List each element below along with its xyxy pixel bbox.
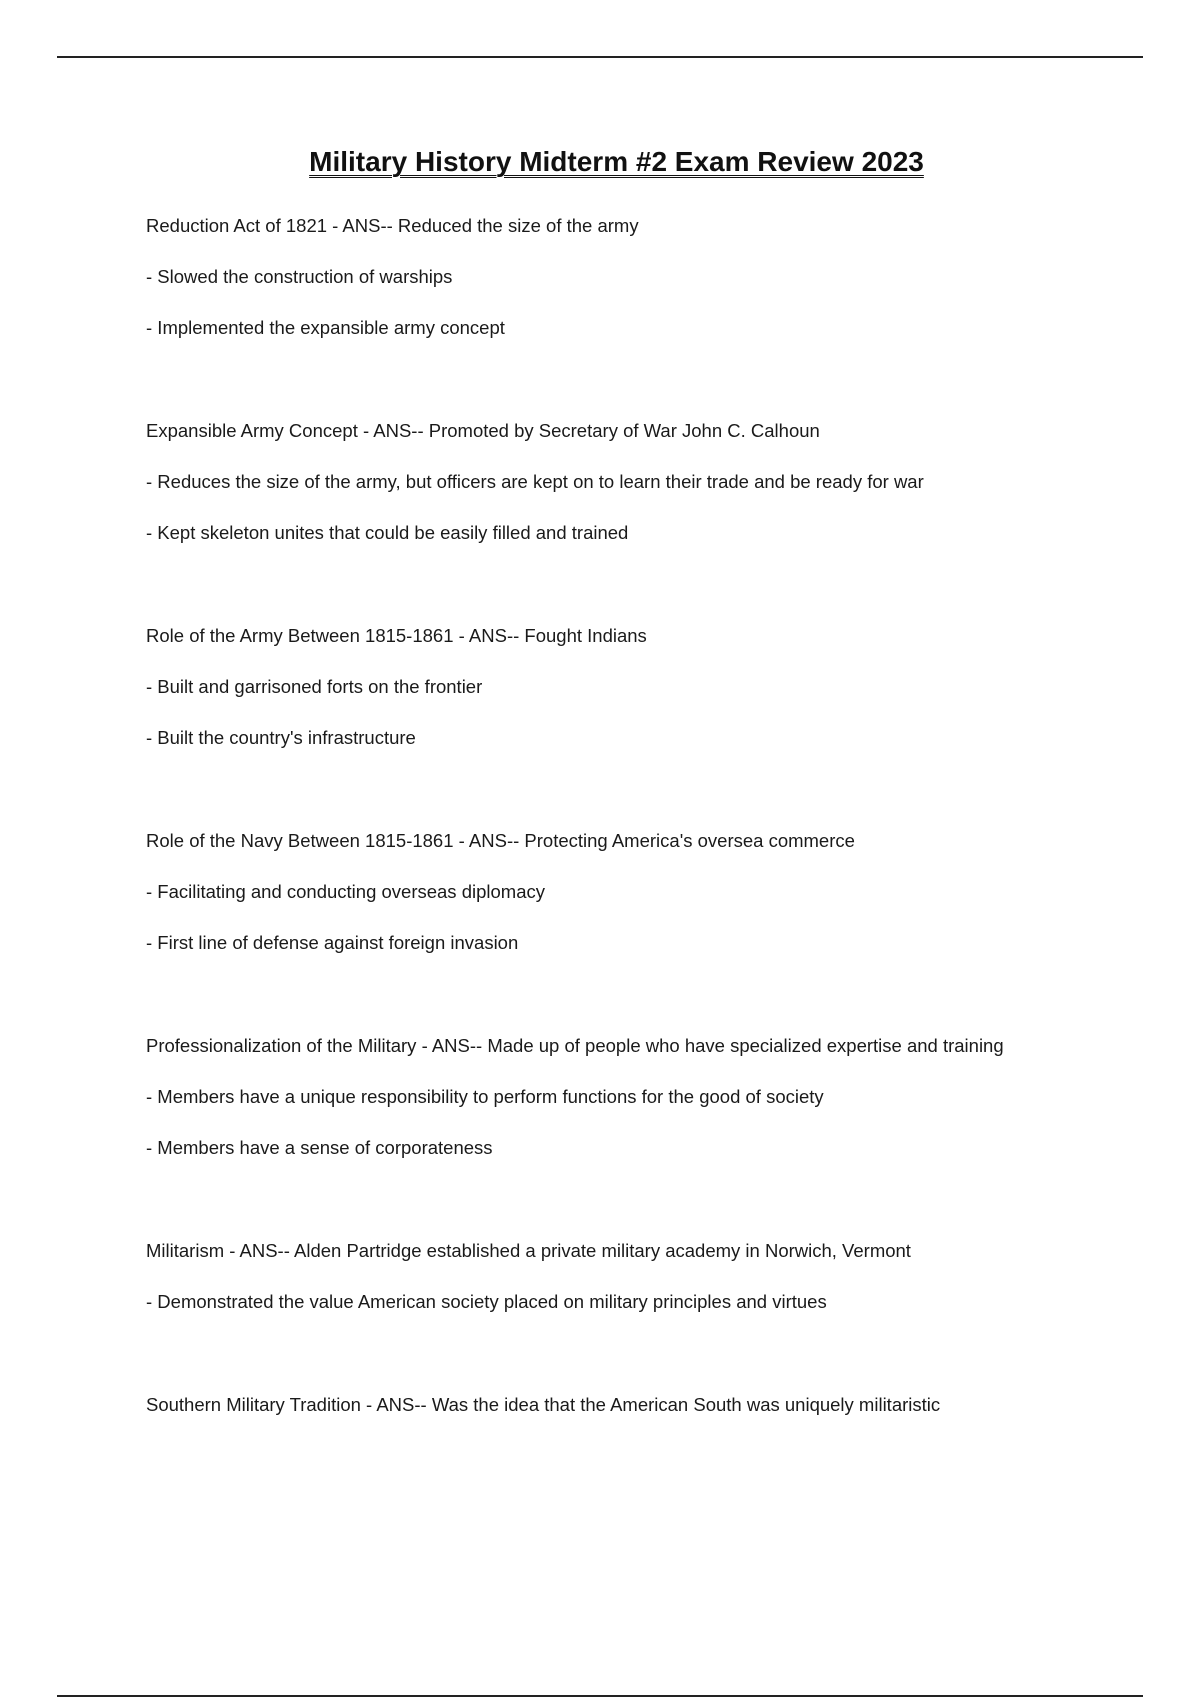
entry-detail: - First line of defense against foreign invasion <box>146 932 519 953</box>
entry-role-of-army <box>146 620 1046 754</box>
entry-detail: - Kept skeleton unites that could be easily filled and trained <box>146 522 629 543</box>
entry-detail: - Built the country's infrastructure <box>146 727 416 748</box>
entry-detail: - Members have a sense of corporateness <box>146 1137 493 1158</box>
page-title <box>0 146 1200 178</box>
entry-reduction-act <box>146 210 1046 344</box>
page-title-text: Military History Midterm #2 Exam Review 2023 <box>309 146 924 177</box>
entry-detail: - Facilitating and conducting overseas diplomacy <box>146 881 545 902</box>
entry-role-of-navy <box>146 825 1046 959</box>
entry-question: Role of the Navy Between 1815-1861 - ANS-- Protecting America's oversea commerce <box>146 830 855 851</box>
entry-professionalization <box>146 1030 1046 1164</box>
document-body <box>146 210 1046 1492</box>
entry-question: Militarism - ANS-- Alden Partridge established a private military academy in Norwich, Vermont <box>146 1240 911 1261</box>
entry-detail: - Implemented the expansible army concept <box>146 317 505 338</box>
top-rule <box>57 56 1143 58</box>
entry-question: Southern Military Tradition - ANS-- Was the idea that the American South was uniquely militaristic <box>146 1394 941 1415</box>
bottom-rule <box>57 1695 1143 1697</box>
entry-expansible-army <box>146 415 1046 549</box>
entry-southern-tradition <box>146 1389 1046 1421</box>
entry-detail: - Slowed the construction of warships <box>146 266 453 287</box>
entry-question: Role of the Army Between 1815-1861 - ANS-- Fought Indians <box>146 625 647 646</box>
entry-question: Professionalization of the Military - ANS-- Made up of people who have specialized expertise and training <box>146 1035 1004 1056</box>
entry-detail: - Members have a unique responsibility to perform functions for the good of society <box>146 1086 824 1107</box>
entry-detail: - Demonstrated the value American society placed on military principles and virtues <box>146 1291 827 1312</box>
entry-question: Reduction Act of 1821 - ANS-- Reduced the size of the army <box>146 215 639 236</box>
entry-detail: - Reduces the size of the army, but officers are kept on to learn their trade and be ready for war <box>146 471 924 492</box>
entry-militarism <box>146 1235 1046 1318</box>
entry-detail: - Built and garrisoned forts on the frontier <box>146 676 483 697</box>
entry-question: Expansible Army Concept - ANS-- Promoted by Secretary of War John C. Calhoun <box>146 420 820 441</box>
